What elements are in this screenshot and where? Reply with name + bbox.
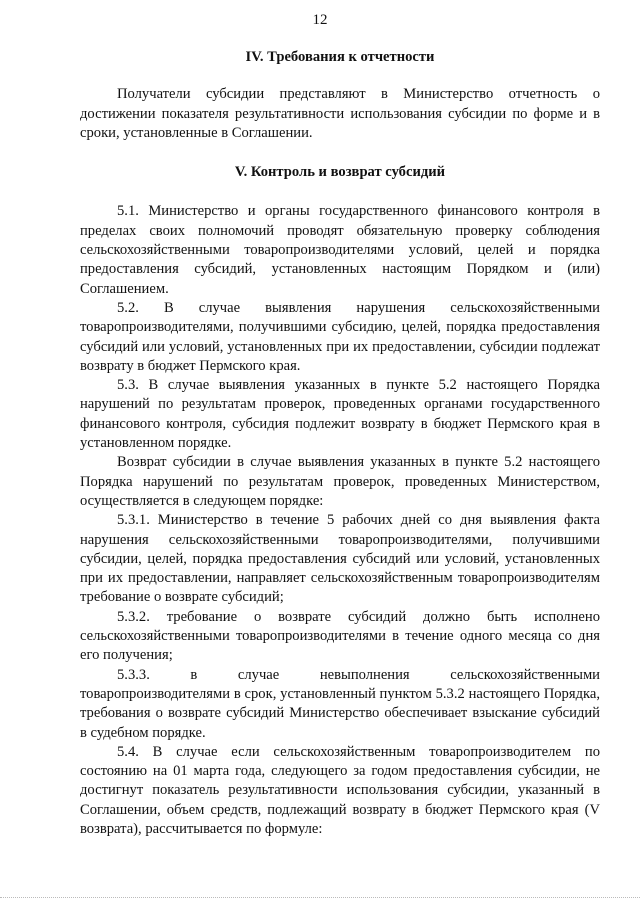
clause-5-3-1: 5.3.1. Министерство в течение 5 рабочих дней со дня выявления факта нарушения сельскохозяйственными товаропроизводителями, получившими субсидии, целей, порядка предоставления субсидий или условий, установленных при их предоставлении, направляет сельскохозяйственным товаропроизводителям требование о возврате субсидий; — [80, 512, 600, 606]
clause-5-4: 5.4. В случае если сельскохозяйственным товаропроизводителем по состоянию на 01 марта года, следующего за годом предоставления субсидии, не достигнут показатель результативности использования субсидии, указанный в Соглашении, объем средств, подлежащий возврату в бюджет Пермского края (V возврата), рассчитывается по формуле: — [80, 743, 600, 837]
document-body — [80, 48, 600, 839]
refund-procedure-intro: Возврат субсидии в случае выявления указанных в пункте 5.2 настоящего Порядка нарушений по результатам проверок, проведенных Министерством, осуществляется в следующем порядке: — [80, 454, 600, 509]
clause-5-2: 5.2. В случае выявления нарушения сельскохозяйственными товаропроизводителями, получившими субсидию, целей, порядка предоставления субсидий или условий, установленных при их предоставлении, субсидии подлежат возврату в бюджет Пермского края. — [80, 299, 600, 374]
clause-5-3: 5.3. В случае выявления указанных в пункте 5.2 настоящего Порядка нарушений по результатам проверок, проведенных органами государственного финансового контроля, субсидия подлежит возврату в бюджет Пермского края в установленном порядке. — [80, 377, 600, 452]
section-4-paragraph: Получатели субсидии представляют в Министерство отчетность о достижении показателя результативности использования субсидии по форме и в сроки, установленные в Соглашении. — [80, 86, 600, 141]
section-5-heading: V. Контроль и возврат субсидий — [234, 164, 446, 181]
clause-5-1: 5.1. Министерство и органы государственного финансового контроля в пределах своих полномочий проводят обязательную проверку соблюдения сельскохозяйственными товаропроизводителями условий, целей и порядка предоставления субсидий, установленных настоящим Порядком и (или) Соглашением. — [80, 203, 600, 297]
page-bottom-edge — [0, 897, 640, 898]
section-4-heading: IV. Требования к отчетности — [245, 49, 435, 65]
clause-5-3-2: 5.3.2. требование о возврате субсидий должно быть исполнено сельскохозяйственными товаропроизводителями в течение одного месяца со дня его получения; — [80, 608, 600, 664]
page-number: 12 — [312, 12, 328, 28]
clause-5-3-3: 5.3.3. в случае невыполнения сельскохозяйственными товаропроизводителями в срок, установленный пунктом 5.3.2 настоящего Порядка, требования о возврате субсидий Министерство обеспечивает взыскание субсидий в судебном порядке. — [80, 666, 600, 741]
